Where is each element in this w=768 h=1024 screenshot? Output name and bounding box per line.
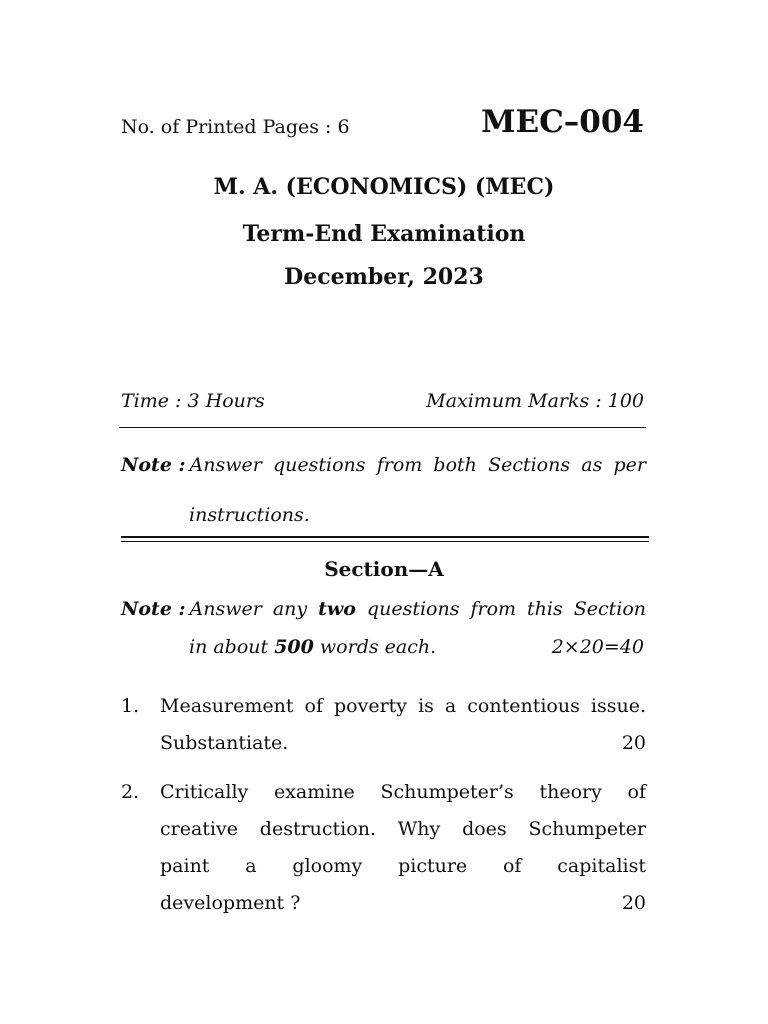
question-marks: 20 xyxy=(621,892,646,914)
note-emphasis: 500 xyxy=(274,636,314,658)
question-line: paint a gloomy picture of capitalist xyxy=(160,855,646,877)
note-text: words each. xyxy=(313,636,437,658)
double-divider-bottom xyxy=(121,541,649,542)
question-marks: 20 xyxy=(621,732,646,754)
question-last-line xyxy=(160,732,646,754)
divider xyxy=(119,427,646,428)
maximum-marks: Maximum Marks : 100 xyxy=(426,390,644,412)
course-title: M. A. (ECONOMICS) (MEC) xyxy=(213,174,555,200)
question-line: creative destruction. Why does Schumpeter xyxy=(160,818,646,840)
section-note-line-2 xyxy=(189,636,436,658)
note-label: Note : xyxy=(121,454,186,476)
note-text: Answer any xyxy=(189,598,319,620)
printed-pages-count: No. of Printed Pages : 6 xyxy=(121,116,350,138)
note-label: Note : xyxy=(121,598,186,620)
note-emphasis: two xyxy=(318,598,356,620)
marks-allocation: 2×20=40 xyxy=(551,636,644,658)
section-note-line-1 xyxy=(190,598,646,620)
question-line: Measurement of poverty is a contentious issue. xyxy=(160,695,646,717)
general-note-line-1: Answer questions from both Sections as per xyxy=(189,454,646,476)
time-allowed: Time : 3 Hours xyxy=(121,390,265,412)
question-number: 2. xyxy=(121,781,140,803)
section-heading: Section—A xyxy=(324,557,444,581)
course-code: MEC–004 xyxy=(481,104,644,140)
note-text: in about xyxy=(189,636,275,658)
double-divider-top xyxy=(121,536,649,538)
exam-title: Term-End Examination xyxy=(242,221,526,247)
general-note-line-2: instructions. xyxy=(189,504,310,526)
question-number: 1. xyxy=(121,695,140,717)
question-line: Critically examine Schumpeter’s theory of xyxy=(160,781,646,803)
general-note xyxy=(121,454,646,476)
section-note xyxy=(121,598,646,620)
question-line: Substantiate. xyxy=(160,732,289,754)
exam-date: December, 2023 xyxy=(284,264,484,290)
question-last-line xyxy=(160,892,646,914)
question-line: development ? xyxy=(160,892,301,914)
note-text: questions from this Section xyxy=(355,598,646,620)
